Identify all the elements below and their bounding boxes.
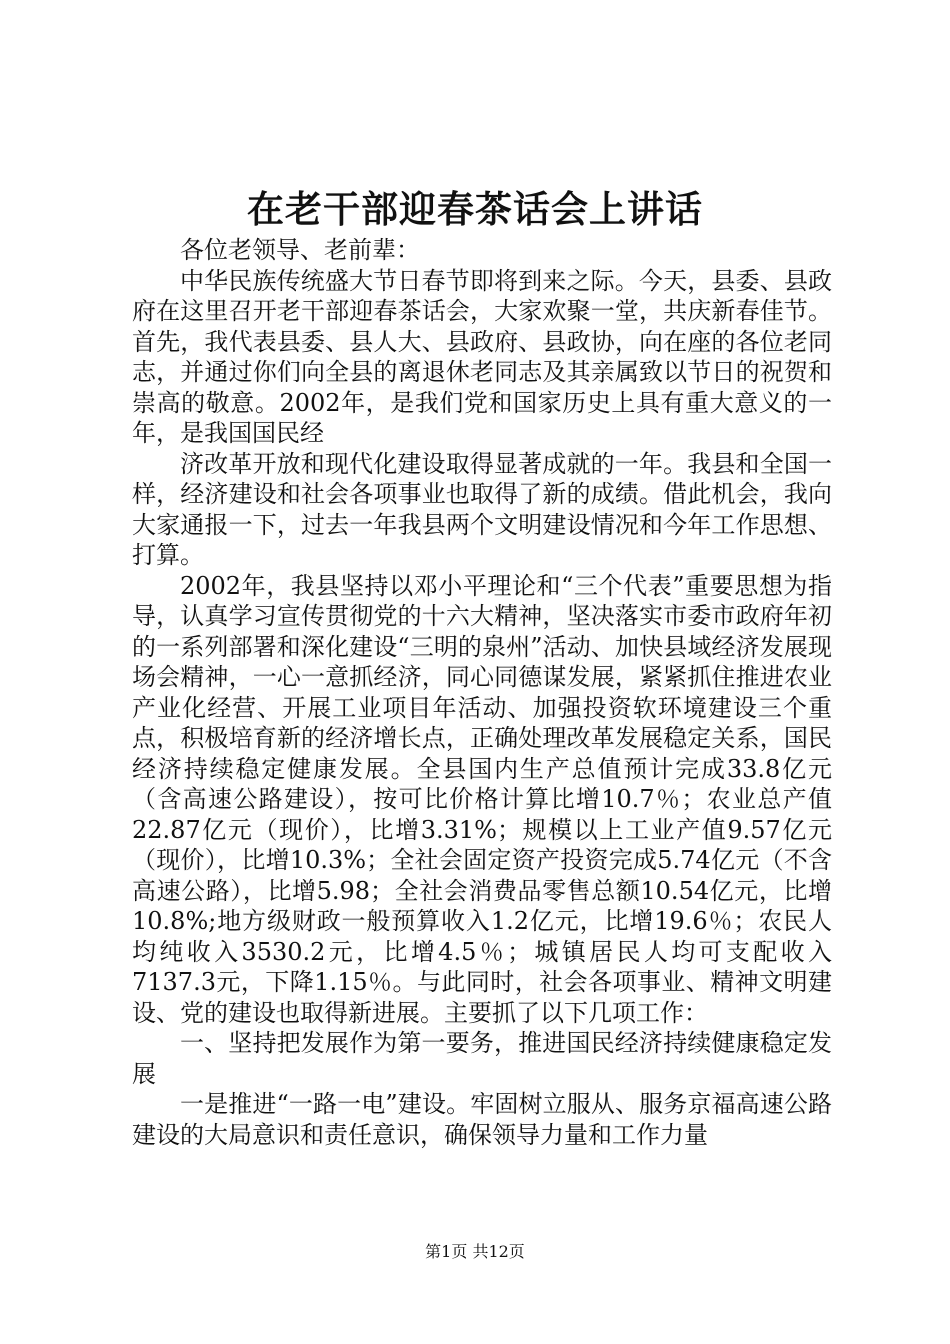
paragraph: 济改革开放和现代化建设取得显著成就的一年。我县和全国一样，经济建设和社会各项事业也取得了新的成绩。借此机会，我向大家通报一下，过去一年我县两个文明建设情况和今年工作思想、打算。 — [132, 449, 832, 569]
document-body — [132, 235, 832, 1150]
section-heading: 一、坚持把发展作为第一要务，推进国民经济持续健康稳定发展 — [132, 1029, 832, 1088]
paragraph: 中华民族传统盛大节日春节即将到来之际。今天，县委、县政府在这里召开老干部迎春茶话会，大家欢聚一堂，共庆新春佳节。首先，我代表县委、县人大、县政府、县政协，向在座的各位老同志，并通过你们向全县的离退休老同志及其亲属致以节日的祝贺和崇高的敬意。2002年，是我们党和国家历史上具有重大意义的一年，是我国国民经 — [132, 266, 832, 447]
document-title: 在老干部迎春茶话会上讲话 — [247, 187, 703, 231]
paragraph: 2002年，我县坚持以邓小平理论和“三个代表”重要思想为指导，认真学习宣传贯彻党的十六大精神，坚决落实市委市政府年初的一系列部署和深化建设“三明的泉州”活动、加快县域经济发展现场会精神，一心一意抓经济，同心同德谋发展，紧紧抓住推进农业产业化经营、开展工业项目年活动、加强投资软环境建设三个重点，积极培育新的经济增长点，正确处理改革发展稳定关系，国民经济持续稳定健康发展。全县国内生产总值预计完成33.8亿元（含高速公路建设），按可比价格计算比增10.7％；农业总产值22.87亿元（现价），比增3.31%；规模以上工业产值9.57亿元（现价），比增10.3%；全社会固定资产投资完成5.74亿元（不含高速公路），比增5.98；全社会消费品零售总额10.54亿元，比增10.8%;地方级财政一般预算收入1.2亿元，比增19.6％；农民人均纯收入3530.2元，比增4.5％；城镇居民人均可支配收入7137.3元，下降1.15％。与此同时，社会各项事业、精神文明建设、党的建设也取得新进展。主要抓了以下几项工作： — [132, 571, 832, 1027]
page-number-footer: 第1页 共12页 — [425, 1242, 525, 1261]
paragraph-salutation: 各位老领导、老前辈： — [180, 236, 420, 264]
paragraph: 一是推进“一路一电”建设。牢固树立服从、服务京福高速公路建设的大局意识和责任意识，确保领导力量和工作力量 — [132, 1090, 832, 1149]
